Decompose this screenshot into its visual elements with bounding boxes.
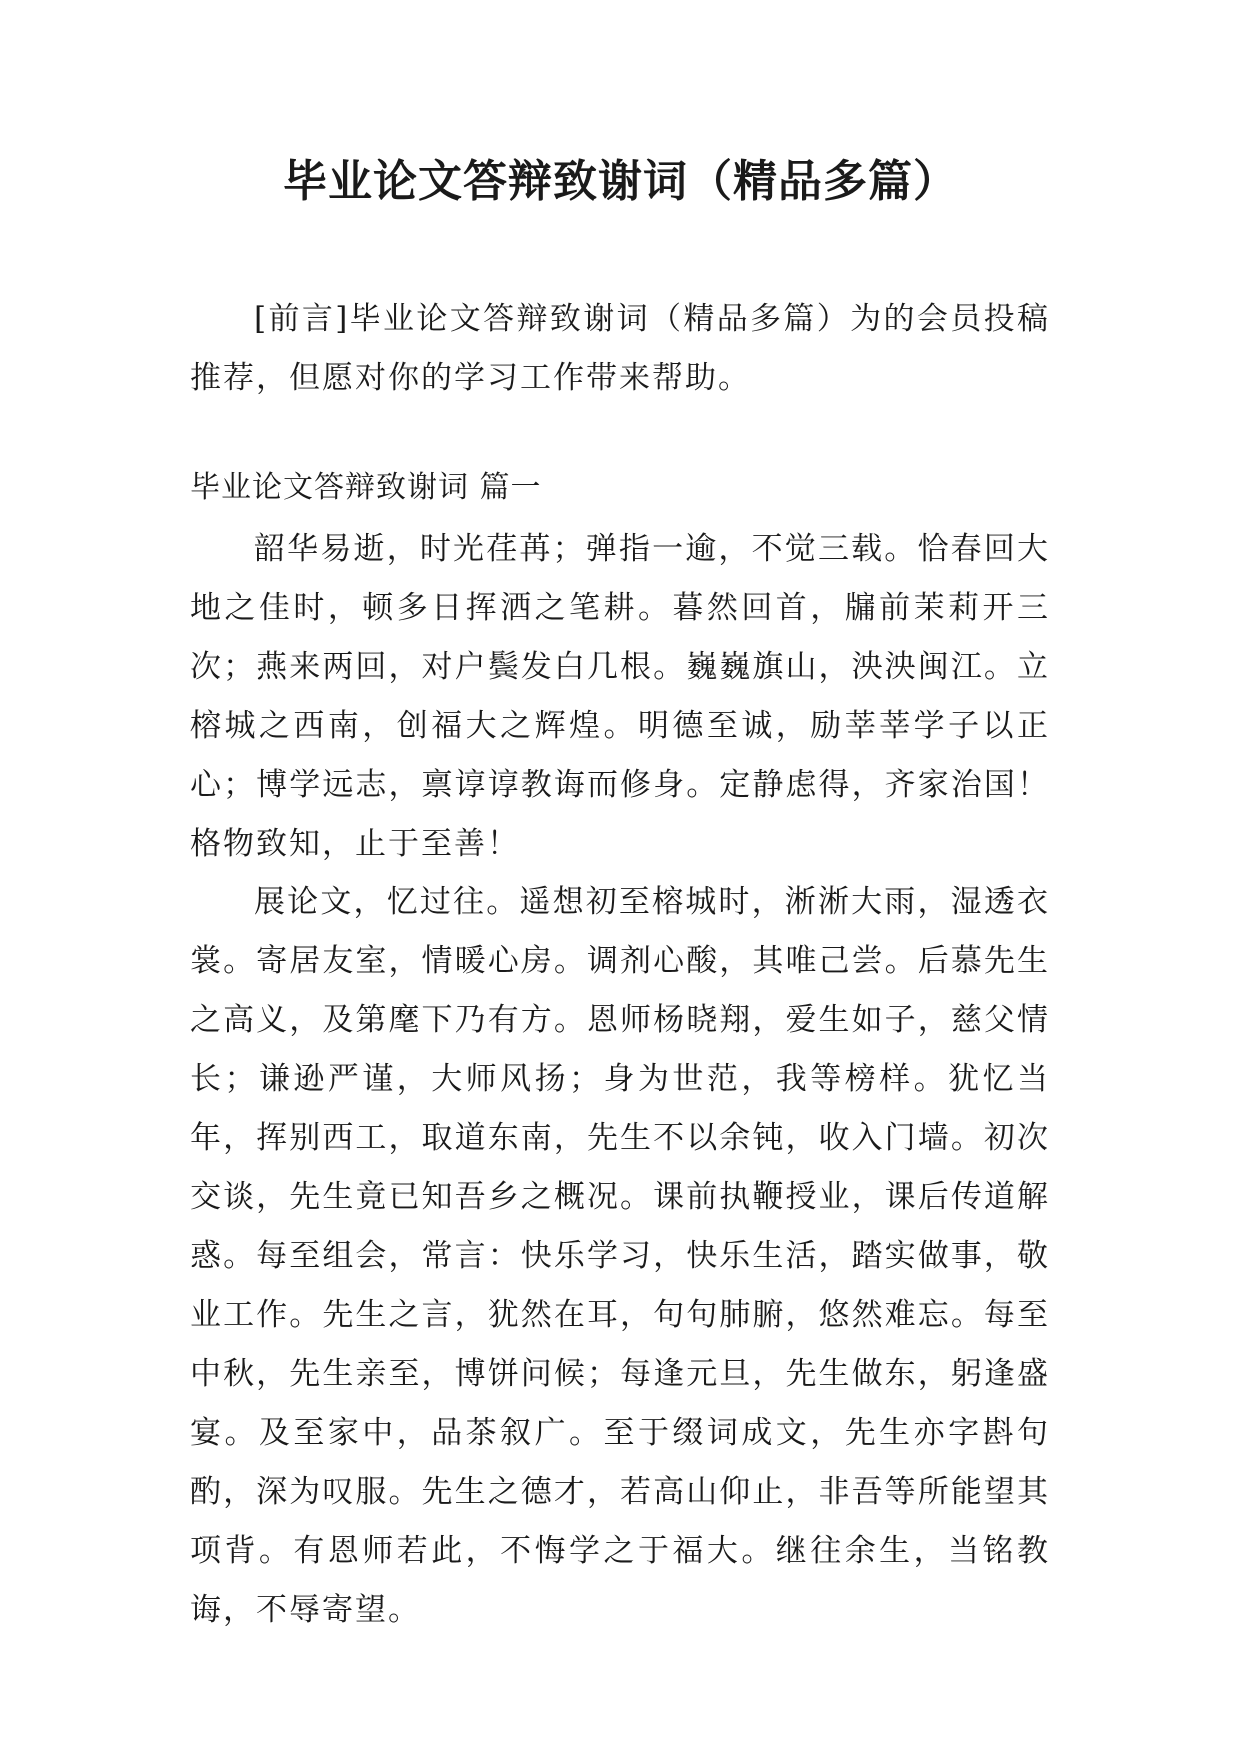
document-title: 毕业论文答辩致谢词（精品多篇）	[283, 156, 958, 207]
body-paragraph: 韶华易逝，时光荏苒；弹指一逾，不觉三载。恰春回大地之佳时，顿多日挥洒之笔耕。暮然回首，牖前茉莉开三次；燕来两回，对户鬓发白几根。巍巍旗山，泱泱闽江。立榕城之西南，创福大之辉煌。明德至诚，励莘莘学子以正心；博学远志，禀谆谆教诲而修身。定静虑得，齐家治国！格物致知，止于至善！	[190, 531, 1050, 862]
section-heading: 毕业论文答辩致谢词 篇一	[190, 470, 542, 505]
preface-paragraph: [前言]毕业论文答辩致谢词（精品多篇）为的会员投稿推荐，但愿对你的学习工作带来帮助。	[190, 301, 1050, 396]
body-paragraph: 展论文，忆过往。遥想初至榕城时，淅淅大雨，湿透衣裳。寄居友室，情暖心房。调剂心酸，其唯己尝。后慕先生之高义，及第麾下乃有方。恩师杨晓翔，爱生如子，慈父情长；谦逊严谨，大师风扬；身为世范，我等榜样。犹忆当年，挥别西工，取道东南，先生不以余钝，收入门墙。初次交谈，先生竟已知吾乡之概况。课前执鞭授业，课后传道解惑。每至组会，常言：快乐学习，快乐生活，踏实做事，敬业工作。先生之言，犹然在耳，句句肺腑，悠然难忘。每至中秋，先生亲至，博饼问候；每逢元旦，先生做东，躬逢盛宴。及至家中，品茶叙广。至于缀词成文，先生亦字斟句酌，深为叹服。先生之德才，若高山仰止，非吾等所能望其项背。有恩师若此，不悔学之于福大。继往余生，当铭教诲，不辱寄望。	[190, 884, 1050, 1628]
